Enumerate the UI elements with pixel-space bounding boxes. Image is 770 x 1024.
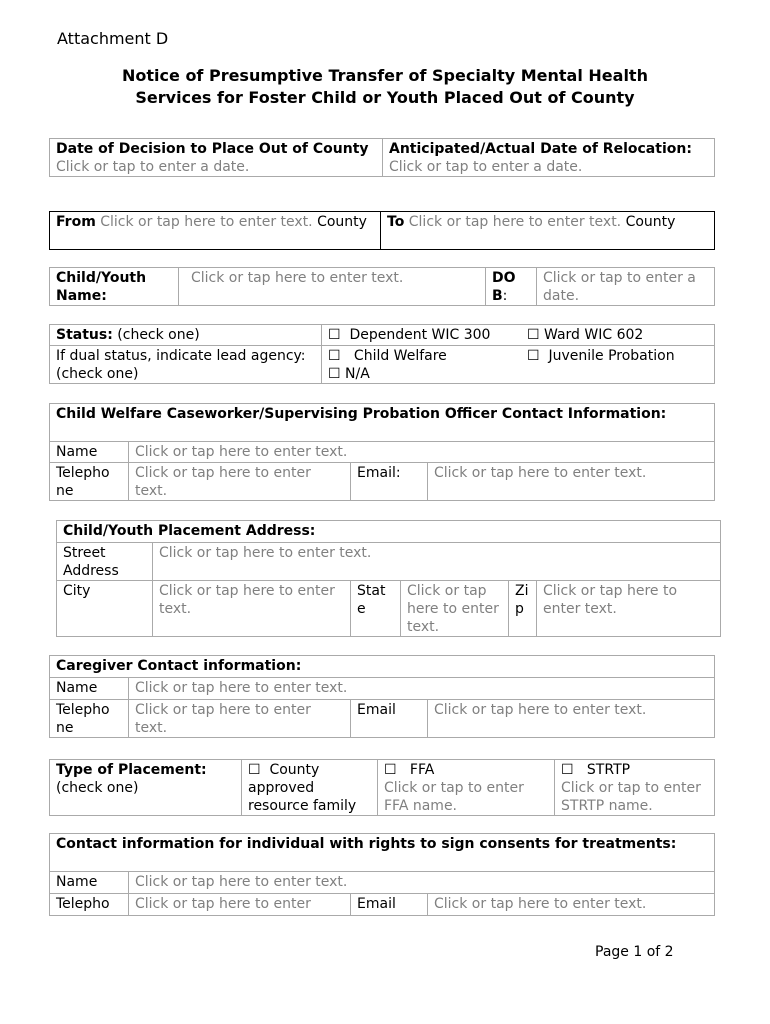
caregiver-email-label: Email — [351, 700, 428, 738]
checkbox-icon[interactable]: ☐ — [248, 762, 261, 778]
to-county-suffix: County — [625, 214, 676, 230]
ffa-name-field[interactable]: Click or tap to enter FFA name. — [384, 780, 524, 814]
zip-cell[interactable] — [537, 581, 721, 637]
state-field[interactable]: Click or tap here to enter text. — [407, 583, 499, 635]
consent-name-label: Name — [50, 872, 129, 894]
relocation-date-cell[interactable] — [383, 139, 715, 177]
placement-type-label-cell — [50, 760, 242, 816]
state-cell[interactable] — [401, 581, 509, 637]
option-ward[interactable]: ☐ Ward WIC 602 — [527, 327, 644, 343]
dob-label: DO B: — [486, 268, 537, 306]
from-county-suffix: County — [317, 214, 367, 230]
child-table — [49, 267, 715, 306]
to-label: To — [387, 214, 405, 230]
child-name-field[interactable]: Click or tap here to enter text. — [191, 270, 404, 286]
caregiver-phone-label: Telepho ne — [50, 700, 129, 738]
status-label-cell — [50, 325, 322, 346]
dual-status-options-cell — [322, 346, 715, 384]
page-number: Page 1 of 2 — [595, 944, 674, 960]
placement-type-label: Type of Placement: — [56, 762, 207, 778]
status-table — [49, 324, 715, 384]
street-label: Street Address — [57, 543, 153, 581]
from-county-cell[interactable] — [50, 212, 381, 250]
caseworker-name-cell[interactable] — [129, 442, 715, 463]
attachment-label: Attachment D — [57, 29, 169, 48]
consent-email-cell[interactable] — [428, 894, 715, 916]
caregiver-name-cell[interactable] — [129, 678, 715, 700]
caregiver-name-label: Name — [50, 678, 129, 700]
street-cell[interactable] — [153, 543, 721, 581]
checkbox-icon[interactable]: ☐ — [328, 348, 341, 364]
relocation-date-field[interactable]: Click or tap to enter a date. — [389, 159, 583, 175]
caregiver-email-field[interactable]: Click or tap here to enter text. — [434, 702, 647, 718]
caseworker-name-label: Name — [50, 442, 129, 463]
decision-date-field[interactable]: Click or tap to enter a date. — [56, 159, 250, 175]
dob-cell[interactable] — [537, 268, 715, 306]
status-hint: (check one) — [117, 327, 200, 343]
decision-table — [49, 138, 715, 177]
caseworker-email-field[interactable]: Click or tap here to enter text. — [434, 465, 647, 481]
to-county-cell[interactable] — [381, 212, 715, 250]
page-title — [0, 65, 770, 109]
strtp-name-field[interactable]: Click or tap to enter STRTP name. — [561, 780, 701, 814]
state-label: Stat e — [351, 581, 401, 637]
consent-phone-cell[interactable] — [129, 894, 351, 916]
decision-date-label: Date of Decision to Place Out of County — [56, 141, 369, 157]
option-strtp[interactable]: ☐ STRTP Click or tap to enter STRTP name. — [555, 760, 715, 816]
status-label: Status: — [56, 327, 113, 343]
decision-date-cell[interactable] — [50, 139, 383, 177]
caseworker-table — [49, 403, 715, 501]
status-options-cell — [322, 325, 715, 346]
consent-heading: Contact information for individual with rights to sign consents for treatments: — [50, 834, 715, 872]
street-field[interactable]: Click or tap here to enter text. — [159, 545, 372, 561]
option-ffa[interactable]: ☐ FFA Click or tap to enter FFA name. — [378, 760, 555, 816]
option-child-welfare[interactable]: ☐ Child Welfare — [328, 348, 447, 364]
checkbox-icon[interactable]: ☐ — [527, 327, 540, 343]
consent-table — [49, 833, 715, 916]
checkbox-icon[interactable]: ☐ — [328, 327, 341, 343]
city-cell[interactable] — [153, 581, 351, 637]
placement-type-hint: (check one) — [56, 780, 139, 796]
zip-label: Zi p — [509, 581, 537, 637]
caseworker-heading: Child Welfare Caseworker/Supervising Probation Officer Contact Information: — [50, 404, 715, 442]
city-label: City — [57, 581, 153, 637]
option-dependent[interactable]: ☐ Dependent WIC 300 — [328, 327, 491, 343]
consent-email-field[interactable]: Click or tap here to enter text. — [434, 896, 647, 912]
dual-status-label: If dual status, indicate lead agency: (check one) — [50, 346, 322, 384]
placement-address-table — [56, 520, 721, 637]
consent-email-label: Email — [351, 894, 428, 916]
checkbox-icon[interactable]: ☐ — [328, 366, 341, 382]
caseworker-phone-label: Telepho ne — [50, 463, 129, 501]
caregiver-email-cell[interactable] — [428, 700, 715, 738]
from-to-table — [49, 211, 715, 250]
option-juvenile-probation[interactable]: ☐ Juvenile Probation — [527, 348, 675, 364]
city-field[interactable]: Click or tap here to enter text. — [159, 583, 335, 617]
option-county-approved[interactable]: ☐ County approved resource family — [242, 760, 378, 816]
caregiver-name-field[interactable]: Click or tap here to enter text. — [135, 680, 348, 696]
from-label: From — [56, 214, 96, 230]
from-county-field[interactable]: Click or tap here to enter text. — [100, 214, 313, 230]
caregiver-table — [49, 655, 715, 738]
child-name-label: Child/Youth Name: — [50, 268, 179, 306]
placement-type-table — [49, 759, 715, 816]
caregiver-heading: Caregiver Contact information: — [50, 656, 715, 678]
zip-field[interactable]: Click or tap here to enter text. — [543, 583, 678, 617]
checkbox-icon[interactable]: ☐ — [561, 762, 574, 778]
title-line-2: Services for Foster Child or Youth Placed Out of County — [135, 88, 635, 107]
placement-address-heading: Child/Youth Placement Address: — [57, 521, 721, 543]
checkbox-icon[interactable]: ☐ — [384, 762, 397, 778]
consent-name-field[interactable]: Click or tap here to enter text. — [135, 874, 348, 890]
caregiver-phone-field[interactable]: Click or tap here to enter text. — [135, 702, 311, 736]
option-na[interactable]: ☐ N/A — [328, 366, 370, 382]
relocation-date-label: Anticipated/Actual Date of Relocation: — [389, 141, 692, 157]
child-name-cell[interactable] — [179, 268, 486, 306]
consent-name-cell[interactable] — [129, 872, 715, 894]
caseworker-phone-cell[interactable] — [129, 463, 351, 501]
dob-field[interactable]: Click or tap to enter a date. — [543, 270, 696, 304]
caseworker-email-label: Email: — [351, 463, 428, 501]
caseworker-name-field[interactable]: Click or tap here to enter text. — [135, 444, 348, 460]
caseworker-phone-field[interactable]: Click or tap here to enter text. — [135, 465, 311, 499]
caregiver-phone-cell[interactable] — [129, 700, 351, 738]
caseworker-email-cell[interactable] — [428, 463, 715, 501]
title-line-1: Notice of Presumptive Transfer of Specialty Mental Health — [122, 66, 648, 85]
consent-phone-label: Telepho — [50, 894, 129, 916]
to-county-field[interactable]: Click or tap here to enter text. — [408, 214, 622, 230]
consent-phone-field[interactable]: Click or tap here to enter — [135, 896, 311, 912]
checkbox-icon[interactable]: ☐ — [527, 348, 540, 364]
